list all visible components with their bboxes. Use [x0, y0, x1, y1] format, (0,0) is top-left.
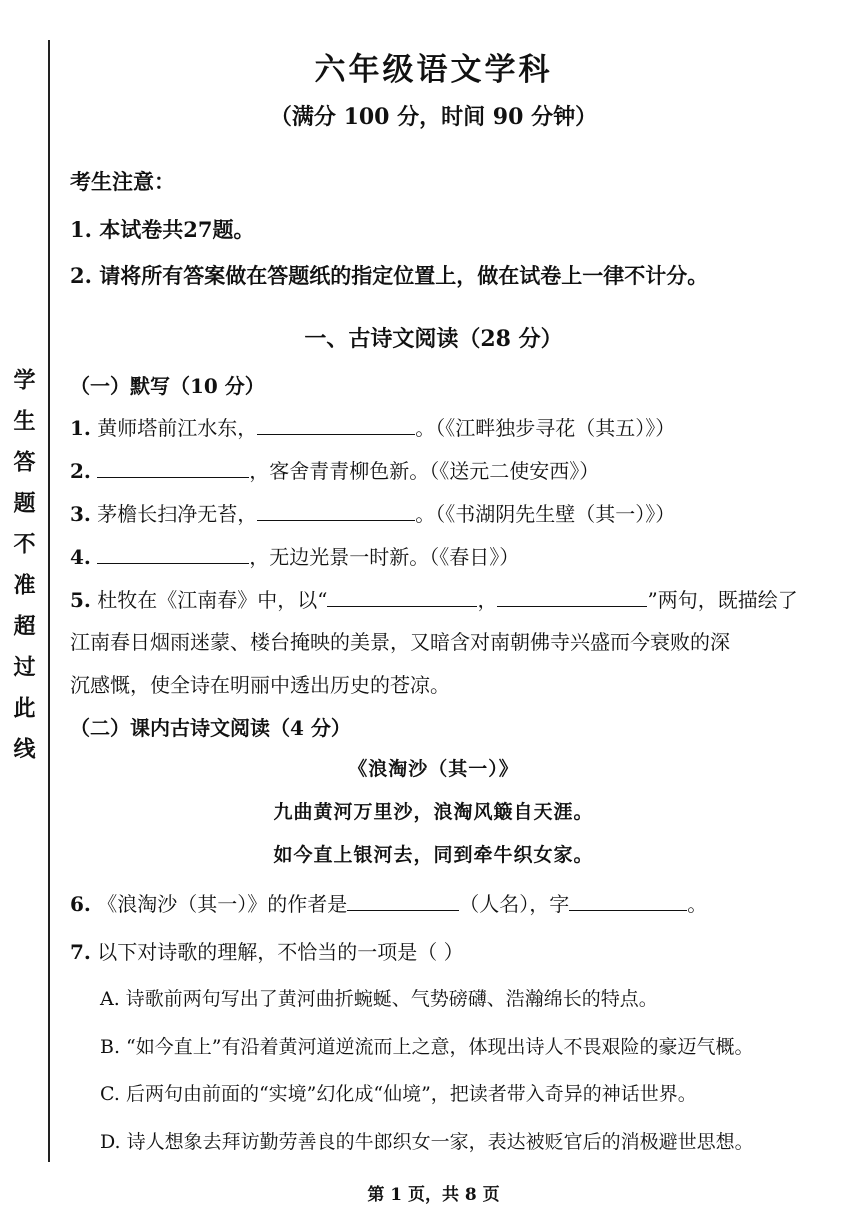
- answer-blank[interactable]: [569, 892, 687, 911]
- question-number: 1.: [70, 416, 91, 440]
- answer-blank[interactable]: [327, 588, 477, 607]
- option-d[interactable]: D. 诗人想象去拜访勤劳善良的牛郎织女一家，表达被贬官后的消极避世思想。: [100, 1131, 754, 1153]
- binding-margin-line: [48, 40, 50, 1162]
- question-7: [70, 936, 464, 965]
- question-text: 。（《书湖阴先生壁（其一）》）: [415, 502, 676, 526]
- part-heading: （二）课内古诗文阅读（4 分）: [70, 716, 351, 740]
- question-5-line: 江南春日烟雨迷蒙、楼台掩映的美景，又暗含对南朝佛寺兴盛而今衰败的深: [70, 630, 730, 654]
- option-a[interactable]: A. 诗歌前两句写出了黄河曲折蜿蜒、气势磅礴、浩瀚绵长的特点。: [100, 988, 658, 1010]
- question-text: 《浪淘沙（其一）》的作者是: [97, 892, 348, 916]
- binding-margin-notice: 学生答题不准超过此线: [10, 368, 36, 778]
- answer-blank[interactable]: [97, 459, 249, 478]
- question-1: [70, 412, 675, 441]
- question-number: 5.: [70, 588, 91, 612]
- option-c[interactable]: C. 后两句由前面的“实境”幻化成“仙境”，把读者带入奇异的神话世界。: [100, 1083, 697, 1105]
- exam-subtitle: （满分 100 分，时间 90 分钟）: [269, 104, 598, 130]
- answer-blank[interactable]: [257, 416, 415, 435]
- exam-title: 六年级语文学科: [314, 52, 553, 88]
- question-3: [70, 498, 675, 527]
- question-text: （人名），字: [459, 892, 570, 916]
- question-text: ”两句，既描绘了: [647, 588, 798, 612]
- question-text: 。: [687, 892, 708, 916]
- question-text: ，无边光景一时新。（《春日》）: [249, 545, 520, 569]
- question-text: 杜牧在《江南春》中，以“: [97, 588, 328, 612]
- answer-blank[interactable]: [257, 502, 415, 521]
- question-5: [70, 584, 798, 613]
- poem-title: 《浪淘沙（其一）》: [348, 758, 519, 780]
- notice-heading: 考生注意：: [70, 169, 175, 194]
- poem-line: 九曲黄河万里沙，浪淘风簸自天涯。: [273, 801, 594, 823]
- notice-item: 1. 本试卷共27题。: [70, 217, 255, 242]
- question-text: 黄师塔前江水东，: [97, 416, 258, 440]
- question-text: 以下对诗歌的理解，不恰当的一项是（ ）: [97, 940, 464, 964]
- question-text: ，: [477, 588, 498, 612]
- answer-blank[interactable]: [347, 892, 459, 911]
- answer-blank[interactable]: [97, 545, 249, 564]
- question-4: [70, 541, 519, 570]
- question-number: 4.: [70, 545, 91, 569]
- question-6: [70, 888, 707, 917]
- section-heading: 一、古诗文阅读（28 分）: [304, 326, 563, 352]
- poem-line: 如今直上银河去，同到牵牛织女家。: [273, 844, 594, 866]
- question-5-line: 沉感慨，使全诗在明丽中透出历史的苍凉。: [70, 673, 450, 697]
- question-text: 。（《江畔独步寻花（其五）》）: [415, 416, 676, 440]
- question-text: ，客舍青青柳色新。（《送元二使安西》）: [249, 459, 600, 483]
- question-number: 3.: [70, 502, 91, 526]
- option-b[interactable]: B. “如今直上”有沿着黄河道逆流而上之意，体现出诗人不畏艰险的豪迈气概。: [100, 1036, 754, 1058]
- question-2: [70, 455, 599, 484]
- question-number: 2.: [70, 459, 91, 483]
- notice-item: 2. 请将所有答案做在答题纸的指定位置上，做在试卷上一律不计分。: [70, 263, 709, 288]
- question-text: 茅檐长扫净无苔，: [97, 502, 258, 526]
- page-footer: 第 1 页，共 8 页: [367, 1185, 500, 1205]
- question-number: 7.: [70, 940, 91, 964]
- part-heading: （一）默写（10 分）: [70, 374, 265, 398]
- question-number: 6.: [70, 892, 91, 916]
- answer-blank[interactable]: [497, 588, 647, 607]
